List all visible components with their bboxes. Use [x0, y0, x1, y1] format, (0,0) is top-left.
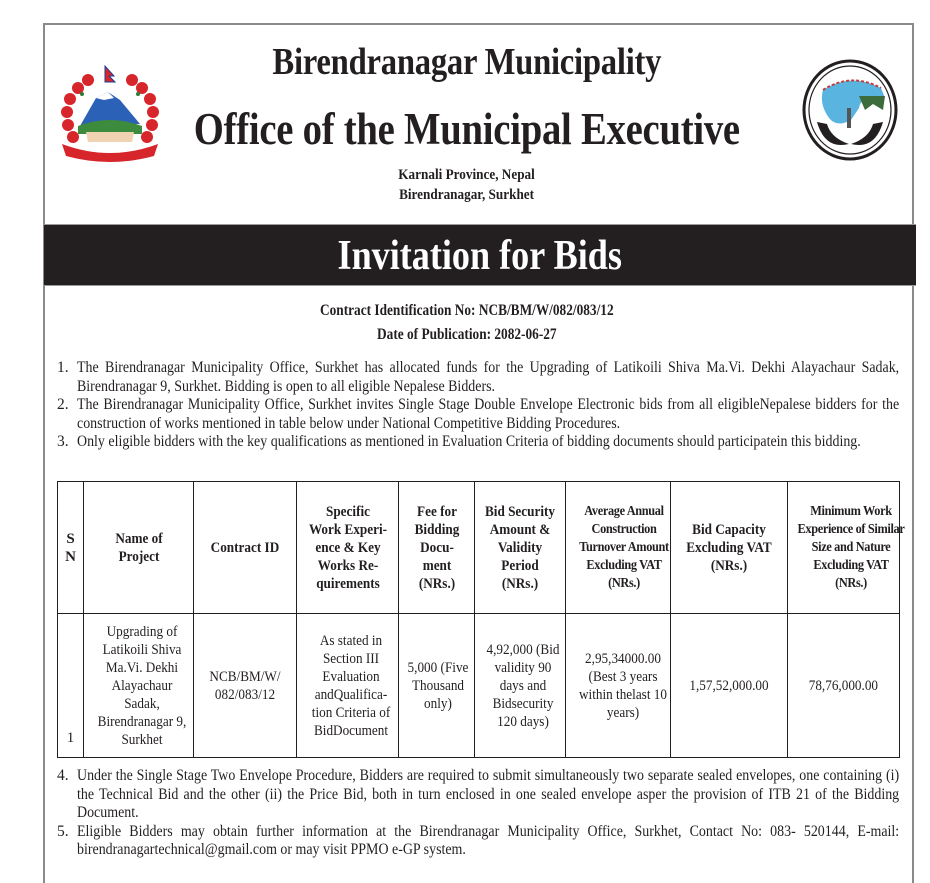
paragraph-text: Under the Single Stage Two Envelope Procedure, Bidders are required to submit simultaneously two separate sealed envelopes, one containing (i) the Technical Bid and the other (ii) the Price Bid, both in turn enclosed in one sealed envelope asper the provision of ITB 21 of the Bidding Document.	[77, 767, 900, 821]
address-city: Birendranagar, Surkhet	[399, 187, 535, 203]
notice-paragraph	[57, 396, 900, 433]
publication-date: Date of Publication: 2082-06-27	[377, 326, 557, 343]
header-contract-id: Contract ID	[194, 482, 297, 614]
notice-paragraph	[57, 359, 900, 396]
office-title: Office of the Municipal Executive	[193, 104, 740, 154]
paragraph-text: The Birendranagar Municipality Office, Surkhet invites Single Stage Double Envelope Electronic bids from all eligibleNepalese bidders for the construction of works mentioned in table below under National Competitive Bidding Procedures.	[77, 396, 900, 432]
header-project-name: Name of Project	[84, 482, 194, 614]
invitation-banner	[44, 224, 916, 286]
header-bid-security: Bid Security Amount & Validity Period (NRs.)	[475, 482, 566, 614]
cell-work-experience: As stated in Section III Evaluation andQualifica- tion Criteria of BidDocument	[297, 614, 399, 758]
notice-paragraph	[57, 823, 900, 860]
paragraph-text: Only eligible bidders with the key qualifications as mentioned in Evaluation Criteria of bidding documents should participatein this bidding.	[77, 433, 861, 450]
invitation-title: Invitation for Bids	[337, 233, 622, 279]
municipality-title: Birendranagar Municipality	[272, 41, 662, 83]
cell-project-name: Upgrading of Latikoili Shiva Ma.Vi. Dekhi Alayachaur Sadak, Birendranagar 9, Surkhet	[84, 614, 194, 758]
cell-min-experience: 78,76,000.00	[788, 614, 900, 758]
notice-paragraph	[57, 433, 900, 452]
table-row	[58, 614, 900, 758]
bids-table	[57, 481, 905, 758]
paragraph-text: Eligible Bidders may obtain further information at the Birendranagar Municipality Office, Surkhet, Contact No: 083- 520144, E-mail: birendranagartechnical@gmail.com or may visit PPMO e-GP system.	[77, 822, 900, 858]
cell-bid-security: 4,92,000 (Bid validity 90 days and Bidsecurity 120 days)	[475, 614, 566, 758]
paragraph-number: 2.	[57, 396, 69, 413]
header-sn: S N	[58, 482, 84, 614]
cell-bid-capacity: 1,57,52,000.00	[671, 614, 788, 758]
header-min-experience: Minimum Work Experience of Similar Size and Nature Excluding VAT (NRs.)	[788, 482, 900, 614]
contract-identification: Contract Identification No: NCB/BM/W/082/083/12	[320, 302, 614, 319]
address-province: Karnali Province, Nepal	[398, 167, 535, 183]
header-work-experience: Specific Work Experi- ence & Key Works Re- quirements	[297, 482, 399, 614]
header-bid-capacity: Bid Capacity Excluding VAT (NRs.)	[671, 482, 788, 614]
cell-sn: 1	[58, 614, 84, 758]
paragraph-number: 3.	[57, 433, 69, 450]
table-header-row	[58, 482, 900, 614]
notice-paragraph	[57, 767, 900, 823]
header-turnover: Average Annual Construction Turnover Amount Excluding VAT (NRs.)	[566, 482, 671, 614]
cell-turnover: 2,95,34000.00 (Best 3 years within thelast 10 years)	[566, 614, 671, 758]
paragraph-text: The Birendranagar Municipality Office, Surkhet has allocated funds for the Upgrading of Latikoili Shiva Ma.Vi. Dekhi Alayachaur Sadak, Birendranagar 9, Surkhet. Bidding is open to all eligible Nepalese Bidders.	[77, 359, 900, 395]
notice-paragraphs-top	[57, 359, 900, 452]
cell-contract-id: NCB/BM/W/ 082/083/12	[194, 614, 297, 758]
header-fee: Fee for Bidding Docu- ment (NRs.)	[399, 482, 475, 614]
cell-fee: 5,000 (Five Thousand only)	[399, 614, 475, 758]
paragraph-number: 1.	[57, 359, 69, 376]
notice-paragraphs-bottom	[57, 767, 900, 860]
paragraph-number: 4.	[57, 767, 69, 784]
paragraph-number: 5.	[57, 822, 69, 840]
